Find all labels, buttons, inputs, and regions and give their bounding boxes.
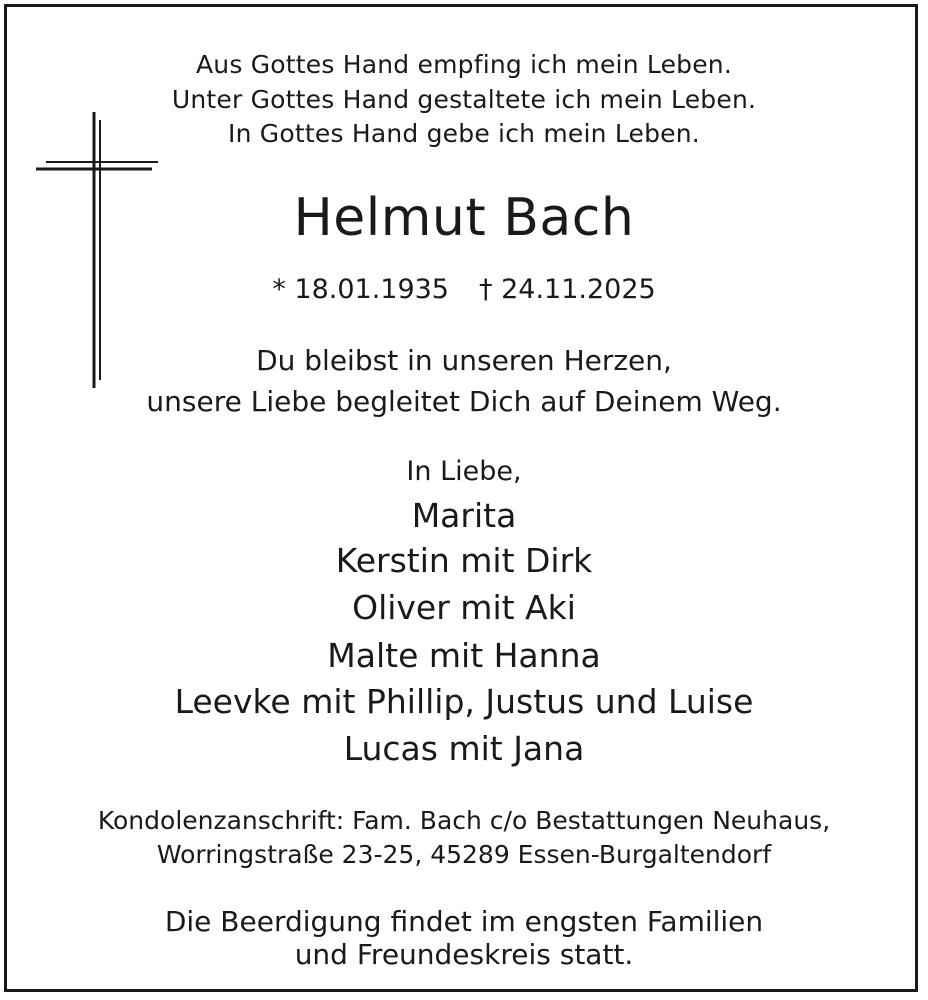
verse-line-3: In Gottes Hand gebe ich mein Leben. (228, 119, 700, 148)
condolence-line-1: Kondolenzanschrift: Fam. Bach c/o Bestattungen Neuhaus, (97, 806, 831, 835)
mourner-1: Marita (411, 496, 517, 535)
verse-line-2: Unter Gottes Hand gestaltete ich mein Leben. (171, 85, 757, 114)
mourner-2: Kerstin mit Dirk (335, 541, 593, 580)
funeral-line-2: und Freundeskreis statt. (294, 938, 634, 971)
mourner-3: Oliver mit Aki (352, 588, 576, 627)
verse-line-1: Aus Gottes Hand empfing ich mein Leben. (196, 50, 732, 79)
motto-line-2: unsere Liebe begleitet Dich auf Deinem Weg. (146, 385, 782, 418)
motto-line-1: Du bleibst in unseren Herzen, (256, 344, 672, 377)
mourner-5: Leevke mit Phillip, Justus und Luise (174, 682, 754, 721)
birth-date: * 18.01.1935 (272, 274, 449, 305)
life-dates (0, 274, 928, 305)
deceased-name: Helmut Bach (293, 188, 635, 248)
mourner-4: Malte mit Hanna (327, 636, 601, 675)
death-date: † 24.11.2025 (479, 274, 656, 305)
funeral-line-1: Die Beerdigung findet im engsten Familien (164, 905, 764, 938)
mourner-6: Lucas mit Jana (343, 729, 585, 768)
greeting: In Liebe, (406, 456, 522, 487)
condolence-line-2: Worringstraße 23-25, 45289 Essen-Burgaltendorf (156, 840, 772, 869)
